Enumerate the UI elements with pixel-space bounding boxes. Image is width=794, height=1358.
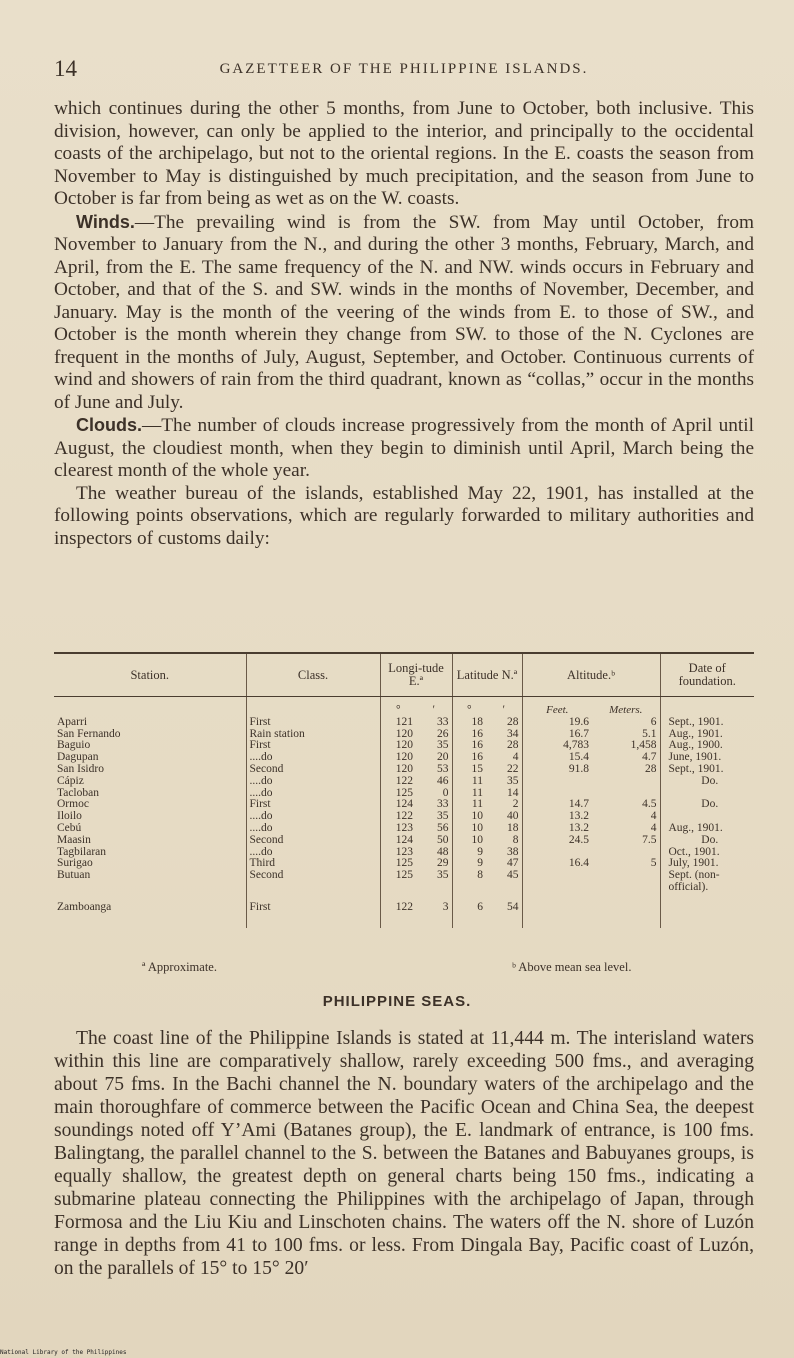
cell-lat-m: 45 <box>507 869 519 882</box>
cell-date: Sept., 1901. <box>660 764 754 776</box>
header-altitude: Altitude.ᵇ <box>522 653 660 697</box>
cell-lat-m: 54 <box>507 900 519 913</box>
cell-feet: 13.2 <box>522 823 592 835</box>
cell-lat-m: 22 <box>507 762 519 775</box>
cell-lat-d: 15 <box>452 764 486 776</box>
cell-class: First <box>246 894 380 928</box>
cell-feet: 15.4 <box>522 752 592 764</box>
cell-lat-d: 16 <box>452 752 486 764</box>
winds-text: —The prevailing wind is from the SW. from May until October, from November to January from the N., and during the other 3 months, February, March, and April, from the E. The same frequency of the N. and NW. winds occurs in February and October, and that of the S. and SW. winds in the months of November, December, and January. May is the month of the veering of the winds from E. to those of SW., and October is the month wherein they change from SW. to those of the N. Cyclones are frequent in the months of July, August, September, and October. Continuous currents of wind and showers of rain from the third quadrant, known as “collas,” occur in the months of June and July. <box>54 211 754 413</box>
cell-lon-m: 46 <box>437 774 449 787</box>
cell-date: Aug., 1901. <box>660 823 754 835</box>
paragraph-weather-bureau: The weather bureau of the islands, established May 22, 1901, has installed at the following points observations, which are regularly forwarded to military authorities and inspectors of customs daily: <box>54 482 754 549</box>
cell-date: Do. <box>660 776 754 788</box>
cell-class: Second <box>246 835 380 847</box>
cell-lat-m: 4 <box>512 751 519 764</box>
cell-lat-m: 35 <box>507 774 519 787</box>
table-row <box>54 870 754 894</box>
running-title: GAZETTEER OF THE PHILIPPINE ISLANDS. <box>219 61 589 77</box>
cell-lat-d: 10 <box>452 811 486 823</box>
cell-date: Do. <box>660 799 754 811</box>
unit-meters: Meters. <box>609 704 643 716</box>
cell-lon-m: 33 <box>437 715 449 728</box>
cell-station: Tagbilaran <box>57 845 107 858</box>
cell-meters: 5 <box>650 857 657 870</box>
cell-lat-m: 40 <box>507 810 519 823</box>
table-row <box>54 764 754 776</box>
cell-meters <box>592 870 660 894</box>
cell-class: ....do <box>246 788 380 800</box>
cell-lon-m: 35 <box>437 869 449 882</box>
cell-date: Do. <box>660 835 754 847</box>
cell-lat-d: 10 <box>452 823 486 835</box>
header-class: Class. <box>246 653 380 697</box>
cell-feet: 16.4 <box>522 858 592 870</box>
cell-lat-d: 6 <box>452 894 486 928</box>
cell-station: Tacloban <box>57 786 99 799</box>
cell-class: First <box>246 799 380 811</box>
cell-feet: 13.2 <box>522 811 592 823</box>
header-latitude: Latitude N.ª <box>452 653 522 697</box>
unit-deg: ° <box>380 697 416 717</box>
cell-station: San Isidro <box>57 762 104 775</box>
unit-feet: Feet. <box>522 697 592 717</box>
cell-meters <box>592 847 660 859</box>
section-title: PHILIPPINE SEAS. <box>322 993 472 1010</box>
cell-station: Cebú <box>57 821 82 834</box>
header-date: Date of foundation. <box>660 653 754 697</box>
cell-date <box>660 894 754 928</box>
footnote-approximate: ª Approximate. <box>142 960 217 974</box>
page-number: 14 <box>54 56 77 81</box>
page-header <box>54 56 754 86</box>
cell-date: July, 1901. <box>660 858 754 870</box>
cell-lon-m: 26 <box>437 727 449 740</box>
paragraph-climate: which continues during the other 5 months, from June to October, both inclusive. This division, however, can only be applied to the interior, and principally to the occidental coasts of the archipelago, but not to the oriental regions. In the E. coasts the season from November to May is distinguished by much precipitation, and the season from June to October is far from being as wet as on the W. coasts. <box>54 98 754 209</box>
cell-lon-d: 124 <box>380 835 416 847</box>
cell-lon-m: 35 <box>437 739 449 752</box>
cell-meters: 4 <box>650 821 657 834</box>
winds-heading: Winds. <box>76 211 135 232</box>
cell-lon-d: 122 <box>380 776 416 788</box>
cell-lon-d: 120 <box>380 740 416 752</box>
cell-feet: 4,783 <box>522 740 592 752</box>
cell-feet: 16.7 <box>522 729 592 741</box>
cell-station: Ormoc <box>57 798 89 811</box>
cell-class: ....do <box>246 752 380 764</box>
cell-lon-d: 124 <box>380 799 416 811</box>
cell-feet: 24.5 <box>522 835 592 847</box>
cell-lon-d: 125 <box>380 858 416 870</box>
cell-lon-d: 125 <box>380 870 416 894</box>
cell-date: Sept. (non-official). <box>660 870 754 894</box>
cell-station: Zamboanga <box>57 900 112 913</box>
cell-station: Iloilo <box>57 810 82 823</box>
cell-lat-m: 8 <box>512 833 519 846</box>
cell-date: Aug., 1901. <box>660 729 754 741</box>
cell-lat-m: 28 <box>507 739 519 752</box>
cell-feet <box>522 894 592 928</box>
cell-lon-m: 0 <box>442 786 449 799</box>
cell-lat-m: 18 <box>507 821 519 834</box>
cell-meters <box>592 894 660 928</box>
text-block-bottom <box>54 1027 754 1280</box>
cell-lon-m: 35 <box>437 810 449 823</box>
cell-feet: 91.8 <box>522 764 592 776</box>
cell-lat-d: 9 <box>452 858 486 870</box>
cell-lon-d: 121 <box>380 717 416 729</box>
unit-min: ′ <box>502 704 505 716</box>
cell-lat-d: 8 <box>452 870 486 894</box>
cell-station: Baguio <box>57 739 91 752</box>
cell-lon-d: 125 <box>380 788 416 800</box>
cell-lon-d: 123 <box>380 823 416 835</box>
cell-lon-m: 20 <box>437 751 449 764</box>
table-row <box>54 823 754 835</box>
cell-class: ....do <box>246 823 380 835</box>
header-longitude: Longi-tude E.ª <box>380 653 452 697</box>
cell-lat-m: 14 <box>507 786 519 799</box>
paragraph-winds <box>54 211 754 415</box>
cell-station: Maasin <box>57 833 91 846</box>
table-row <box>54 894 754 928</box>
cell-station: Aparri <box>57 715 88 728</box>
text-block-top <box>54 98 754 550</box>
cell-class: First <box>246 717 380 729</box>
cell-station: Surigao <box>57 857 93 870</box>
footnote-sea-level: ᵇ Above mean sea level. <box>512 960 632 974</box>
cell-lat-d: 11 <box>452 788 486 800</box>
cell-station: Cápiz <box>57 774 84 787</box>
cell-date: Oct., 1901. <box>660 847 754 859</box>
table-header-row <box>54 653 754 697</box>
clouds-heading: Clouds. <box>76 415 142 435</box>
cell-lon-d: 123 <box>380 847 416 859</box>
paragraph-clouds <box>54 414 754 483</box>
clouds-text: —The number of clouds increase progressively from the month of April until August, the cloudiest month, when they begin to diminish until April, March being the clearest month of the whole year. <box>54 415 754 481</box>
cell-lat-m: 2 <box>512 798 519 811</box>
cell-feet <box>522 776 592 788</box>
cell-lon-m: 3 <box>442 900 449 913</box>
cell-lat-d: 16 <box>452 729 486 741</box>
cell-station: Dagupan <box>57 751 99 764</box>
unit-deg: ° <box>452 697 486 717</box>
table-row <box>54 776 754 788</box>
cell-lat-m: 47 <box>507 857 519 870</box>
cell-lat-d: 10 <box>452 835 486 847</box>
cell-meters: 1,458 <box>630 739 657 752</box>
unit-row <box>54 697 754 717</box>
cell-lat-m: 38 <box>507 845 519 858</box>
cell-meters: 7.5 <box>642 833 657 846</box>
cell-lat-d: 9 <box>452 847 486 859</box>
cell-lon-m: 29 <box>437 857 449 870</box>
cell-class: Rain station <box>246 729 380 741</box>
cell-class: First <box>246 740 380 752</box>
cell-station: San Fernando <box>57 727 121 740</box>
cell-meters: 4 <box>650 810 657 823</box>
cell-lon-m: 56 <box>437 821 449 834</box>
table-row <box>54 717 754 729</box>
cell-meters: 4.5 <box>642 798 657 811</box>
cell-lon-d: 120 <box>380 752 416 764</box>
cell-lon-m: 53 <box>437 762 449 775</box>
cell-class: Third <box>246 858 380 870</box>
cell-lat-d: 11 <box>452 799 486 811</box>
cell-lat-m: 28 <box>507 715 519 728</box>
cell-date: Sept., 1901. <box>660 717 754 729</box>
cell-meters <box>592 776 660 788</box>
table-row <box>54 835 754 847</box>
library-footer: National Library of the Philippines <box>0 1349 127 1356</box>
cell-class: Second <box>246 764 380 776</box>
cell-feet <box>522 870 592 894</box>
cell-class: Second <box>246 870 380 894</box>
cell-meters: 5.1 <box>642 727 657 740</box>
stations-table <box>54 652 754 928</box>
cell-meters: 6 <box>650 715 657 728</box>
cell-feet: 14.7 <box>522 799 592 811</box>
cell-station: Butuan <box>57 869 91 882</box>
cell-class: ....do <box>246 811 380 823</box>
cell-feet: 19.6 <box>522 717 592 729</box>
cell-meters: 28 <box>645 762 657 775</box>
cell-lat-d: 16 <box>452 740 486 752</box>
cell-meters: 4.7 <box>642 751 657 764</box>
header-station: Station. <box>54 653 246 697</box>
cell-lon-m: 50 <box>437 833 449 846</box>
cell-lon-m: 33 <box>437 798 449 811</box>
cell-date: Aug., 1900. <box>660 740 754 752</box>
table-body <box>54 697 754 928</box>
cell-date: June, 1901. <box>660 752 754 764</box>
paragraph-coast-line: The coast line of the Philippine Islands is stated at 11,444 m. The interisland waters within this line are comparatively shallow, rarely exceeding 500 fms., and averaging about 75 fms. In the Bachi channel the N. boundary waters of the archipelago and the main thoroughfare of commerce between the Pacific Ocean and China Sea, the deepest soundings noted off Y’Ami (Batanes group), the E. landmark of entrance, is 100 fms. Balingtang, the parallel channel to the S. between the Batanes and Babuyanes groups, is equally shallow, the greatest depth on general charts being 150 fms., indicating a submarine plateau connecting the Philippines with the archipelago of Japan, through Formosa and the Liu Kiu and Linschoten chains. The waters off the N. shore of Luzón range in depths from 41 to 100 fms. or less. From Dingala Bay, Pacific coast of Luzón, on the parallels of 15° to 15° 20′ <box>54 1028 754 1279</box>
cell-lon-d: 120 <box>380 764 416 776</box>
unit-min: ′ <box>432 704 435 716</box>
cell-lon-m: 48 <box>437 845 449 858</box>
cell-lat-d: 11 <box>452 776 486 788</box>
cell-lon-d: 120 <box>380 729 416 741</box>
cell-lon-d: 122 <box>380 811 416 823</box>
cell-class: ....do <box>246 847 380 859</box>
cell-lat-d: 18 <box>452 717 486 729</box>
cell-lon-d: 122 <box>380 894 416 928</box>
cell-class: ....do <box>246 776 380 788</box>
cell-lat-m: 34 <box>507 727 519 740</box>
